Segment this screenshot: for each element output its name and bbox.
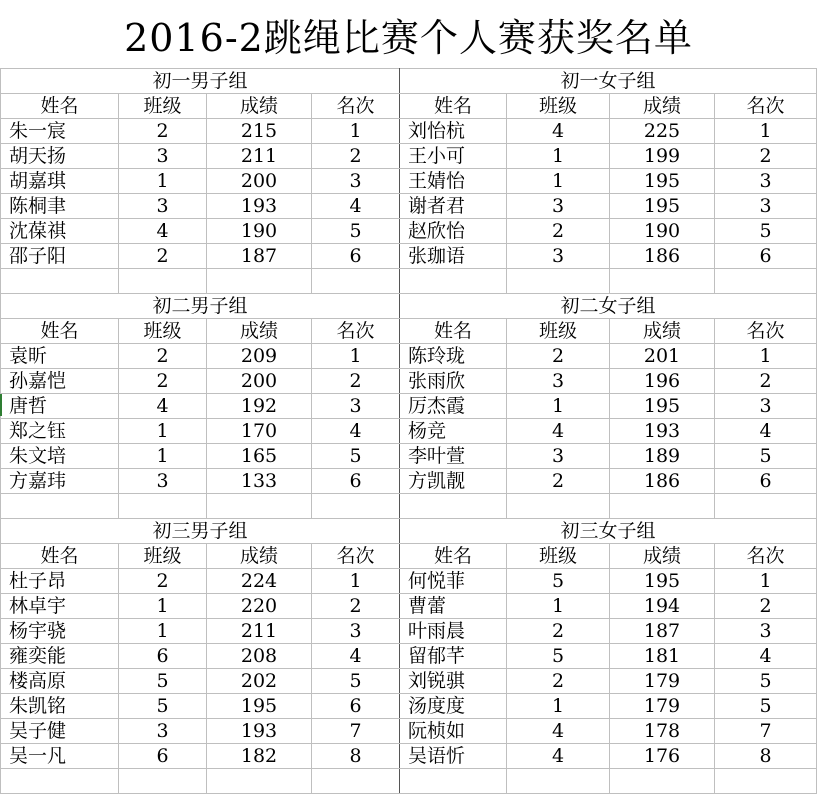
empty-cell[interactable] [1,269,119,294]
empty-cell[interactable] [119,494,207,519]
group-title[interactable]: 初二男子组 [1,294,400,319]
cell-name[interactable]: 张雨欣 [400,369,507,394]
cell-rank[interactable]: 1 [715,119,817,144]
cell-rank[interactable]: 5 [715,444,817,469]
header-rank[interactable]: 名次 [715,544,817,569]
award-table [0,68,817,794]
cell-class[interactable]: 1 [507,694,610,719]
group-title[interactable]: 初一女子组 [400,69,817,94]
header-class[interactable]: 班级 [507,319,610,344]
cell-name[interactable]: 曹蕾 [400,594,507,619]
cell-name[interactable]: 沈葆祺 [1,219,119,244]
cell-rank[interactable]: 6 [312,244,400,269]
cell-class[interactable]: 2 [119,119,207,144]
header-class[interactable]: 班级 [119,319,207,344]
cell-class[interactable]: 4 [507,744,610,769]
column-header-row [1,319,817,344]
cell-class[interactable]: 1 [507,594,610,619]
cell-class[interactable]: 2 [507,619,610,644]
cell-rank[interactable]: 5 [312,219,400,244]
cell-rank[interactable]: 5 [715,694,817,719]
empty-cell[interactable] [119,769,207,794]
cell-class[interactable]: 5 [507,644,610,669]
cell-name[interactable]: 吴一凡 [1,744,119,769]
cell-rank[interactable]: 2 [312,594,400,619]
empty-cell[interactable] [312,494,400,519]
cell-rank[interactable]: 3 [715,619,817,644]
cell-rank[interactable]: 7 [715,719,817,744]
table-row [1,369,817,394]
cell-score[interactable]: 186 [610,244,715,269]
cell-score[interactable]: 192 [207,394,312,419]
cell-rank[interactable]: 3 [715,169,817,194]
cell-class[interactable]: 4 [119,394,207,419]
cell-rank[interactable]: 4 [312,419,400,444]
blank-row [1,269,817,294]
cell-name[interactable]: 谢者君 [400,194,507,219]
cell-class[interactable]: 1 [119,594,207,619]
empty-cell[interactable] [507,269,610,294]
cell-name[interactable]: 陈桐聿 [1,194,119,219]
empty-cell[interactable] [507,769,610,794]
cell-name[interactable]: 厉杰霞 [400,394,507,419]
cell-name[interactable]: 吴语忻 [400,744,507,769]
table-row [1,469,817,494]
sheet-title: 2016-2跳绳比赛个人赛获奖名单 [124,15,693,60]
header-class[interactable]: 班级 [507,94,610,119]
header-name[interactable]: 姓名 [400,94,507,119]
cell-score[interactable]: 187 [207,244,312,269]
empty-cell[interactable] [1,494,119,519]
table-row [1,394,817,419]
table-row [1,619,817,644]
table-row [1,444,817,469]
cell-class[interactable]: 2 [119,569,207,594]
cell-name[interactable]: 杜子昂 [1,569,119,594]
header-rank[interactable]: 名次 [312,319,400,344]
cell-score[interactable]: 225 [610,119,715,144]
header-class[interactable]: 班级 [119,94,207,119]
cell-score[interactable]: 209 [207,344,312,369]
group-header-row [1,519,817,544]
cell-rank[interactable]: 2 [312,369,400,394]
empty-cell[interactable] [207,494,312,519]
cell-score[interactable]: 215 [207,119,312,144]
blank-row [1,769,817,794]
cell-score[interactable]: 220 [207,594,312,619]
cell-rank[interactable]: 6 [715,244,817,269]
cell-score[interactable]: 186 [610,469,715,494]
cell-class[interactable]: 5 [119,694,207,719]
group-title[interactable]: 初三男子组 [1,519,400,544]
cell-score[interactable]: 193 [610,419,715,444]
cell-rank[interactable]: 7 [312,719,400,744]
cell-score[interactable]: 193 [207,719,312,744]
cell-rank[interactable]: 2 [715,144,817,169]
empty-cell[interactable] [715,494,817,519]
table-row [1,594,817,619]
cell-name[interactable]: 吴子健 [1,719,119,744]
table-row [1,119,817,144]
table-row [1,744,817,769]
cell-name[interactable]: 王小可 [400,144,507,169]
cell-score[interactable]: 170 [207,419,312,444]
cell-class[interactable]: 2 [119,244,207,269]
cell-rank[interactable]: 1 [715,569,817,594]
cell-rank[interactable]: 6 [312,694,400,719]
cell-rank[interactable]: 5 [715,669,817,694]
cell-score[interactable]: 196 [610,369,715,394]
cell-name[interactable]: 王婧怡 [400,169,507,194]
empty-cell[interactable] [715,269,817,294]
cell-name[interactable]: 李叶萱 [400,444,507,469]
cell-class[interactable]: 1 [507,144,610,169]
cell-name[interactable]: 汤度度 [400,694,507,719]
table-row [1,419,817,444]
cell-score[interactable]: 202 [207,669,312,694]
cell-name[interactable]: 陈玲珑 [400,344,507,369]
group-title[interactable]: 初二女子组 [400,294,817,319]
group-header-row [1,294,817,319]
cell-score[interactable]: 176 [610,744,715,769]
cell-score[interactable]: 194 [610,594,715,619]
cell-name[interactable]: 林卓宇 [1,594,119,619]
cell-score[interactable]: 200 [207,369,312,394]
cell-score[interactable]: 211 [207,619,312,644]
cell-class[interactable]: 2 [507,469,610,494]
cell-name[interactable]: 刘锐骐 [400,669,507,694]
cell-name[interactable]: 刘怡杭 [400,119,507,144]
header-rank[interactable]: 名次 [715,94,817,119]
empty-cell[interactable] [312,269,400,294]
header-class[interactable]: 班级 [507,544,610,569]
table-row [1,144,817,169]
cell-class[interactable]: 3 [119,719,207,744]
cell-name[interactable]: 楼高原 [1,669,119,694]
cell-score[interactable]: 190 [207,219,312,244]
cell-class[interactable]: 4 [507,119,610,144]
header-rank[interactable]: 名次 [312,94,400,119]
header-score[interactable]: 成绩 [610,544,715,569]
cell-name[interactable]: 留郁芊 [400,644,507,669]
cell-name[interactable]: 袁昕 [1,344,119,369]
cell-score[interactable]: 201 [610,344,715,369]
empty-cell[interactable] [119,269,207,294]
header-score[interactable]: 成绩 [207,544,312,569]
cell-rank[interactable]: 2 [715,594,817,619]
cell-score[interactable]: 181 [610,644,715,669]
cell-score[interactable]: 179 [610,669,715,694]
empty-cell[interactable] [1,769,119,794]
group-header-row [1,69,817,94]
table-row [1,194,817,219]
table-row [1,244,817,269]
empty-cell[interactable] [207,269,312,294]
header-score[interactable]: 成绩 [610,319,715,344]
cell-score[interactable]: 211 [207,144,312,169]
empty-cell[interactable] [207,769,312,794]
cell-class[interactable]: 2 [507,344,610,369]
row-selection-marker [0,394,2,416]
header-class[interactable]: 班级 [119,544,207,569]
cell-score[interactable]: 199 [610,144,715,169]
cell-rank[interactable]: 2 [715,369,817,394]
cell-name[interactable]: 邵子阳 [1,244,119,269]
column-header-row [1,544,817,569]
cell-rank[interactable]: 1 [312,119,400,144]
cell-name[interactable]: 胡嘉琪 [1,169,119,194]
cell-class[interactable]: 1 [507,169,610,194]
column-header-row [1,94,817,119]
cell-rank[interactable]: 1 [715,344,817,369]
group-title[interactable]: 初三女子组 [400,519,817,544]
empty-cell[interactable] [610,769,715,794]
cell-class[interactable]: 1 [119,444,207,469]
empty-cell[interactable] [610,494,715,519]
cell-class[interactable]: 3 [507,244,610,269]
table-row [1,719,817,744]
cell-rank[interactable]: 4 [715,644,817,669]
cell-rank[interactable]: 8 [312,744,400,769]
cell-score[interactable]: 224 [207,569,312,594]
cell-class[interactable]: 2 [507,669,610,694]
empty-cell[interactable] [400,269,507,294]
cell-class[interactable]: 3 [119,469,207,494]
cell-rank[interactable]: 1 [312,569,400,594]
header-name[interactable]: 姓名 [1,319,119,344]
cell-name[interactable]: 叶雨晨 [400,619,507,644]
cell-score[interactable]: 195 [610,194,715,219]
cell-class[interactable]: 2 [119,344,207,369]
table-row [1,669,817,694]
header-score[interactable]: 成绩 [610,94,715,119]
cell-score[interactable]: 200 [207,169,312,194]
cell-rank[interactable]: 3 [312,619,400,644]
cell-rank[interactable]: 4 [715,419,817,444]
cell-class[interactable]: 1 [119,619,207,644]
empty-cell[interactable] [312,769,400,794]
cell-class[interactable]: 2 [507,219,610,244]
cell-class[interactable]: 4 [119,219,207,244]
empty-cell[interactable] [400,494,507,519]
header-name[interactable]: 姓名 [400,319,507,344]
cell-score[interactable]: 165 [207,444,312,469]
cell-name[interactable]: 张珈语 [400,244,507,269]
cell-rank[interactable]: 3 [312,394,400,419]
cell-name[interactable]: 郑之钰 [1,419,119,444]
cell-score[interactable]: 182 [207,744,312,769]
header-name[interactable]: 姓名 [1,94,119,119]
cell-name[interactable]: 赵欣怡 [400,219,507,244]
cell-class[interactable]: 6 [119,744,207,769]
cell-score[interactable]: 187 [610,619,715,644]
cell-name[interactable]: 雍奕能 [1,644,119,669]
table-row [1,569,817,594]
cell-rank[interactable]: 2 [312,144,400,169]
cell-class[interactable]: 4 [507,419,610,444]
cell-rank[interactable]: 6 [715,469,817,494]
table-row [1,219,817,244]
cell-score[interactable]: 190 [610,219,715,244]
cell-rank[interactable]: 3 [312,169,400,194]
cell-score[interactable]: 195 [207,694,312,719]
cell-name[interactable]: 朱凯铭 [1,694,119,719]
cell-rank[interactable]: 5 [715,219,817,244]
cell-name[interactable]: 胡天扬 [1,144,119,169]
cell-class[interactable]: 3 [507,194,610,219]
cell-score[interactable]: 189 [610,444,715,469]
cell-name[interactable]: 朱文培 [1,444,119,469]
cell-class[interactable]: 1 [119,419,207,444]
header-score[interactable]: 成绩 [207,319,312,344]
cell-class[interactable]: 3 [119,194,207,219]
cell-class[interactable]: 1 [119,169,207,194]
cell-name[interactable]: 杨宇骁 [1,619,119,644]
table-row [1,344,817,369]
empty-cell[interactable] [610,269,715,294]
cell-class[interactable]: 3 [507,444,610,469]
group-title[interactable]: 初一男子组 [1,69,400,94]
table-row [1,644,817,669]
cell-class[interactable]: 4 [507,719,610,744]
cell-rank[interactable]: 5 [312,444,400,469]
header-score[interactable]: 成绩 [207,94,312,119]
cell-score[interactable]: 208 [207,644,312,669]
table-row [1,694,817,719]
cell-rank[interactable]: 4 [312,644,400,669]
cell-name[interactable]: 朱一宸 [1,119,119,144]
cell-class[interactable]: 5 [507,569,610,594]
cell-score[interactable]: 133 [207,469,312,494]
cell-rank[interactable]: 5 [312,669,400,694]
cell-name[interactable]: 唐哲 [1,394,119,419]
cell-score[interactable]: 195 [610,569,715,594]
cell-rank[interactable]: 1 [312,344,400,369]
cell-class[interactable]: 2 [119,369,207,394]
cell-class[interactable]: 3 [119,144,207,169]
table-row [1,169,817,194]
cell-class[interactable]: 5 [119,669,207,694]
cell-rank[interactable]: 3 [715,394,817,419]
cell-name[interactable]: 阮桢如 [400,719,507,744]
cell-score[interactable]: 195 [610,169,715,194]
cell-rank[interactable]: 6 [312,469,400,494]
empty-cell[interactable] [507,494,610,519]
header-rank[interactable]: 名次 [715,319,817,344]
empty-cell[interactable] [715,769,817,794]
cell-name[interactable]: 杨竞 [400,419,507,444]
cell-rank[interactable]: 8 [715,744,817,769]
cell-class[interactable]: 3 [507,369,610,394]
cell-name[interactable]: 何悦菲 [400,569,507,594]
cell-name[interactable]: 方凯靓 [400,469,507,494]
cell-class[interactable]: 1 [507,394,610,419]
empty-cell[interactable] [400,769,507,794]
cell-name[interactable]: 方嘉玮 [1,469,119,494]
header-rank[interactable]: 名次 [312,544,400,569]
header-name[interactable]: 姓名 [400,544,507,569]
cell-score[interactable]: 178 [610,719,715,744]
cell-score[interactable]: 179 [610,694,715,719]
cell-score[interactable]: 195 [610,394,715,419]
cell-rank[interactable]: 3 [715,194,817,219]
header-name[interactable]: 姓名 [1,544,119,569]
cell-name[interactable]: 孙嘉恺 [1,369,119,394]
cell-score[interactable]: 193 [207,194,312,219]
cell-rank[interactable]: 4 [312,194,400,219]
blank-row [1,494,817,519]
cell-class[interactable]: 6 [119,644,207,669]
